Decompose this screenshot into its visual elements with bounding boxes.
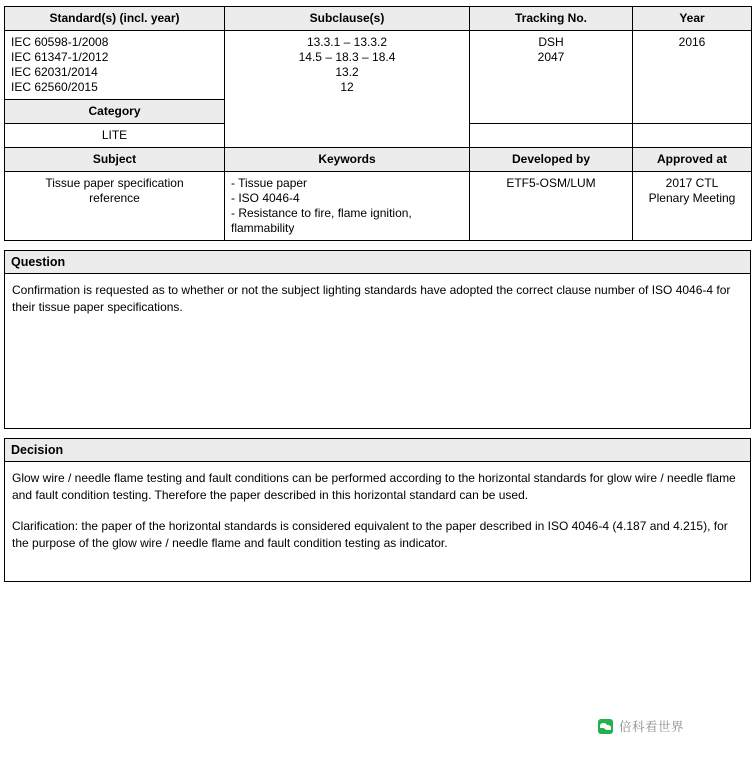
cell-subject [5,172,225,241]
keyword-item: - Tissue paper [231,176,308,190]
wechat-icon [598,719,613,734]
cell-standards [5,31,225,100]
cell-year-filler [633,124,752,148]
header-year [633,7,752,31]
cell-keywords [225,172,470,241]
cell-developed-by: ETF5-OSM/LUM [470,172,633,241]
subclause-item: 13.2 [335,65,359,79]
subclause-item: 13.3.1 – 13.3.2 [306,35,388,49]
tracking-no-line: 2047 [537,50,565,64]
table-row-headers-bottom [5,148,752,172]
document-sheet [4,6,751,582]
cell-category: LITE [5,124,225,148]
decision-body [4,462,751,582]
header-approved-at: Approved at [633,148,752,172]
approved-at-line: 2017 CTL [665,176,719,190]
header-subject: Subject [5,148,225,172]
header-tracking-no [470,7,633,31]
tracking-no-line: DSH [538,35,564,49]
keyword-item: - ISO 4046-4 [231,191,300,205]
standard-item: IEC 62560/2015 [11,80,98,94]
header-developed-by: Developed by [470,148,633,172]
standard-item: IEC 62031/2014 [11,65,98,79]
cell-year: 2016 [633,31,752,124]
watermark [598,717,684,735]
subclause-item: 14.5 – 18.3 – 18.4 [298,50,396,64]
header-category: Category [5,100,225,124]
table-row-headers-top [5,7,752,31]
cell-subclauses [225,31,470,148]
cell-tracking-no [470,31,633,124]
cell-tracking-filler [470,124,633,148]
standard-item: IEC 60598-1/2008 [11,35,109,49]
approved-at-line: Plenary Meeting [648,191,736,205]
header-keywords: Keywords [225,148,470,172]
decision-heading: Decision [4,438,751,462]
question-paragraph: Confirmation is requested as to whether or not the subject lighting standards have adopted the correct clause number of ISO 4046-4 for their tissue paper specifications. [12,283,731,314]
cell-approved-at [633,172,752,241]
subclause-item: 12 [340,80,354,94]
question-body [4,274,751,429]
decision-paragraph: Clarification: the paper of the horizontal standards is considered equivalent to the paper described in ISO 4046-4 (4.187 and 4.215), for the purpose of the glow wire / needle flame and fault condition testing as indicator. [12,519,728,550]
header-subclauses: Subclause(s) [225,7,470,31]
keyword-item: flammability [231,221,295,235]
metadata-table [4,6,752,241]
header-year-label: Year [679,11,705,25]
standard-item: IEC 61347-1/2012 [11,50,109,64]
subject-line: reference [89,191,140,205]
decision-paragraph: Glow wire / needle flame testing and fault conditions can be performed according to the horizontal standards for glow wire / needle flame and fault condition testing. Therefore the paper described in this horizontal standard can be used. [12,471,736,502]
header-standards: Standard(s) (incl. year) [5,7,225,31]
keyword-item: - Resistance to fire, flame ignition, [231,206,412,220]
subject-line: Tissue paper specification [45,176,184,190]
table-row-values-bottom [5,172,752,241]
question-heading: Question [4,250,751,274]
watermark-text: 倍科看世界 [619,720,685,734]
header-tracking-no-label: Tracking No. [514,11,588,25]
